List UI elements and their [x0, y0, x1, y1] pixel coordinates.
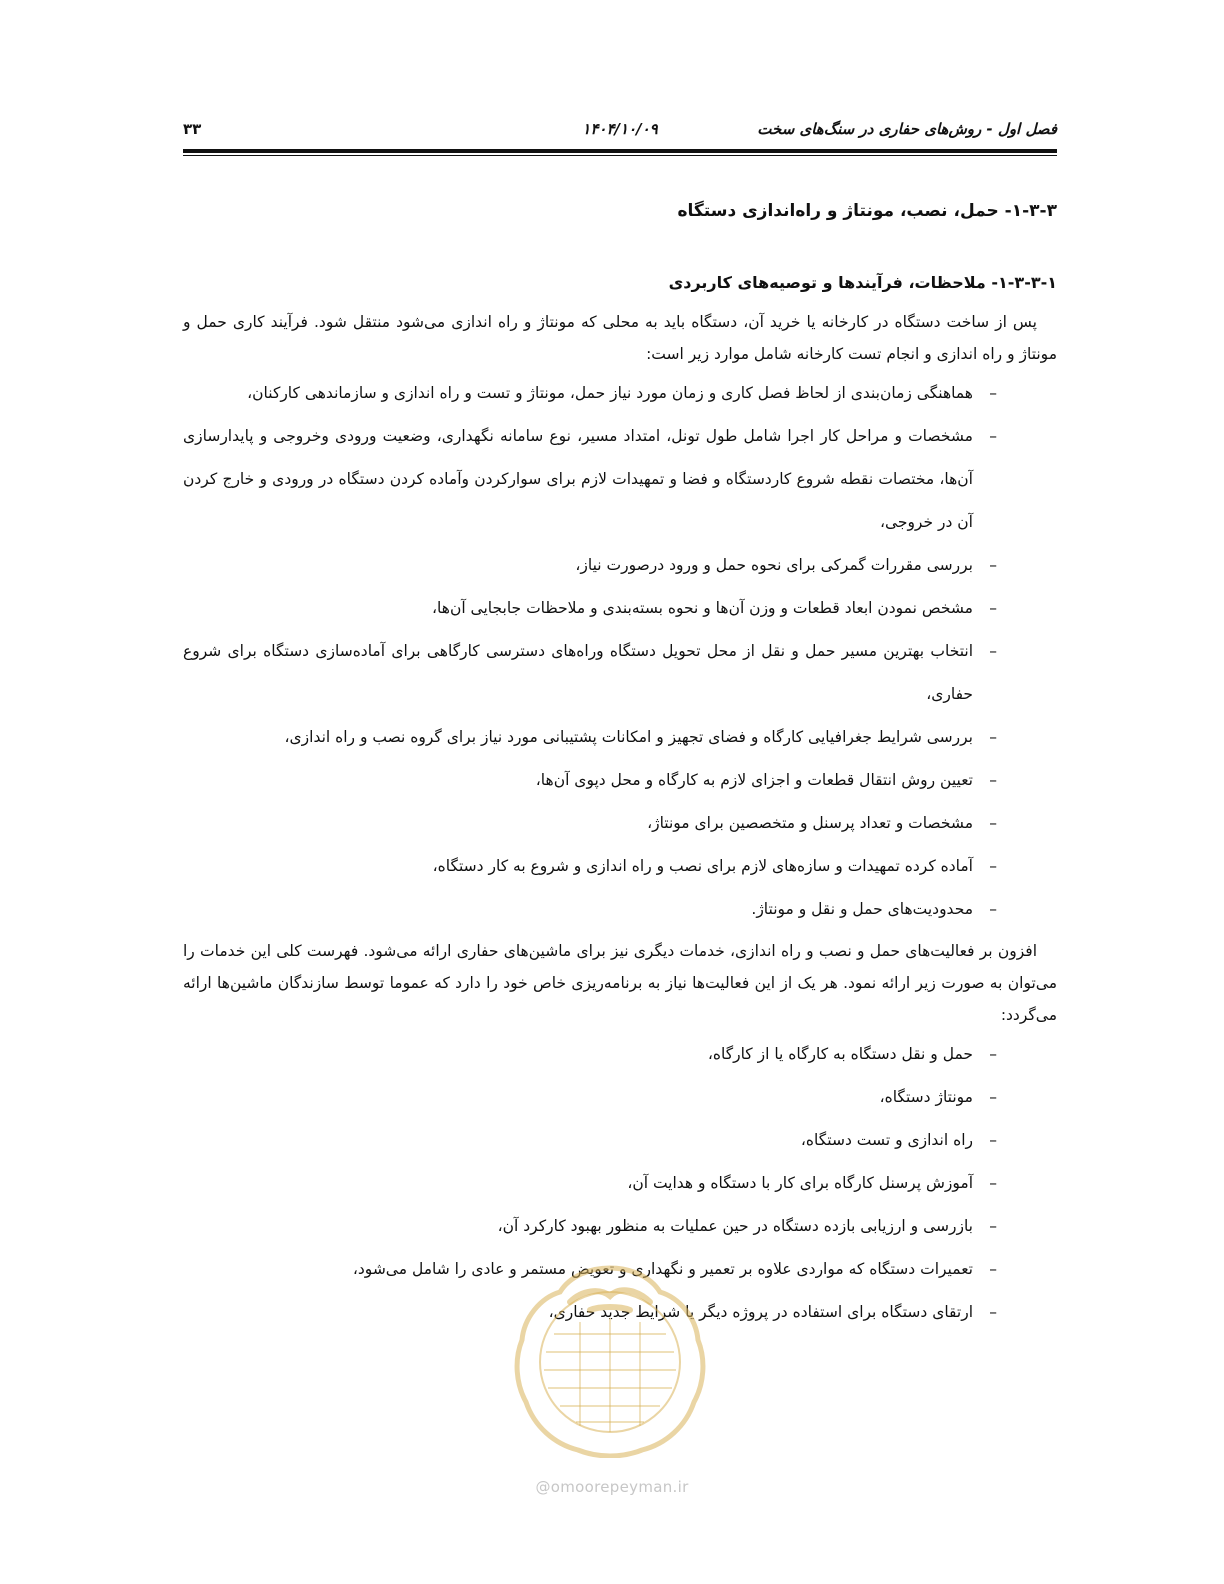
services-paragraph: افزون بر فعالیت‌های حمل و نصب و راه اندازی، خدمات دیگری نیز برای ماشین‌های حفاری ارائه می‌شود. فهرست کلی این خدمات را می‌توان به صورت زیر ارائه نمود. هر یک از این فعالیت‌ها نیاز به برنامه‌ریزی خاص خود را دارد که عموما توسط سازندگان ماشین‌ها ارائه می‌گردد:: [183, 942, 1057, 1024]
list-item: [183, 759, 1057, 802]
list-item-text: حمل و نقل دستگاه به کارگاه یا از کارگاه،: [707, 1045, 973, 1063]
list-item: [183, 888, 1057, 931]
list-item: [183, 630, 1057, 716]
watermark-url: [512, 1478, 712, 1496]
bullet-dash: –: [989, 599, 997, 617]
page-content: [183, 196, 1057, 1334]
list-item: [183, 1119, 1057, 1162]
section-heading: ۱-۳-۳- حمل، نصب، مونتاژ و راه‌اندازی دستگاه: [677, 201, 1057, 221]
list-item: [183, 1248, 1057, 1291]
bullet-dash: –: [989, 642, 997, 660]
bullet-dash: –: [989, 556, 997, 574]
list-item: [183, 716, 1057, 759]
list-item: [183, 372, 1057, 415]
list-item-text: مشخصات و مراحل کار اجرا شامل طول تونل، امتداد مسیر، نوع سامانه نگهداری، وضعیت ورودی وخروجی و پایدارسازی آن‌ها، مختصات نقطه شروع کاردستگاه و فضا و تمهیدات لازم برای سوارکردن وآماده کردن دستگاه در ورودی و خارج کردن آن در خروجی،: [183, 427, 973, 531]
subsection-heading: ۱-۳-۳-۱- ملاحظات، فرآیندها و توصیه‌های کاربردی: [668, 273, 1057, 292]
bullet-dash: –: [989, 1260, 997, 1278]
list-item-text: مشخص نمودن ابعاد قطعات و وزن آن‌ها و نحوه بسته‌بندی و ملاحظات جابجایی آن‌ها،: [432, 599, 973, 617]
bullet-dash: –: [989, 427, 997, 445]
list-item-text: محدودیت‌های حمل و نقل و مونتاژ.: [751, 900, 973, 918]
bullet-dash: –: [989, 1131, 997, 1149]
list-item-text: مونتاژ دستگاه،: [879, 1088, 973, 1106]
list-item-text: آموزش پرسنل کارگاه برای کار با دستگاه و هدایت آن،: [627, 1174, 973, 1192]
bullet-dash: –: [989, 1045, 997, 1063]
bullet-dash: –: [989, 728, 997, 746]
list-item: [183, 415, 1057, 544]
list-item: [183, 802, 1057, 845]
bullet-dash: –: [989, 900, 997, 918]
bullet-dash: –: [989, 1217, 997, 1235]
bullet-dash: –: [989, 1174, 997, 1192]
process-list: [183, 372, 1057, 931]
list-item: [183, 587, 1057, 630]
at-icon: @: [535, 1478, 551, 1496]
document-page: [183, 0, 1057, 1584]
header-rule-thin: [183, 155, 1057, 156]
list-item: [183, 1162, 1057, 1205]
list-item: [183, 544, 1057, 587]
bullet-dash: –: [989, 384, 997, 402]
list-item-text: مشخصات و تعداد پرسنل و متخصصین برای مونتاژ،: [647, 814, 973, 832]
list-item-text: راه اندازی و تست دستگاه،: [800, 1131, 973, 1149]
list-item: [183, 845, 1057, 888]
list-item-text: انتخاب بهترین مسیر حمل و نقل از محل تحویل دستگاه وراه‌های دسترسی کارگاهی برای آماده‌سازی دستگاه برای شروع حفاری،: [183, 642, 973, 703]
bullet-dash: –: [989, 771, 997, 789]
list-item: [183, 1205, 1057, 1248]
list-item-text: بررسی شرایط جغرافیایی کارگاه و فضای تجهیز و امکانات پشتیبانی مورد نیاز برای گروه نصب و راه اندازی،: [284, 728, 973, 746]
list-item-text: بازرسی و ارزیابی بازده دستگاه در حین عملیات به منظور بهبود کارکرد آن،: [497, 1217, 973, 1235]
list-item: [183, 1033, 1057, 1076]
list-item-text: هماهنگی زمان‌بندی از لحاظ فصل کاری و زمان مورد نیاز حمل، مونتاژ و تست و راه اندازی و سازماندهی کارکنان،: [247, 384, 973, 402]
services-list: [183, 1033, 1057, 1334]
bullet-dash: –: [989, 1088, 997, 1106]
page-number: ۳۳: [183, 120, 202, 138]
bullet-dash: –: [989, 1303, 997, 1321]
list-item-text: ارتقای دستگاه برای استفاده در پروژه دیگر یا شرایط جدید حفاری،: [548, 1303, 973, 1321]
header-date: ۱۴۰۴/۱۰/۰۹: [582, 120, 658, 138]
watermark-url-text: omoorepeyman.ir: [550, 1478, 689, 1496]
list-item-text: تعمیرات دستگاه که مواردی علاوه بر تعمیر و نگهداری و تعویض مستمر و عادی را شامل می‌شود،: [352, 1260, 973, 1278]
intro-paragraph: پس از ساخت دستگاه در کارخانه یا خرید آن، دستگاه باید به محلی که مونتاژ و راه اندازی می‌شود منتقل شود. فرآیند کاری حمل و مونتاژ و راه اندازی و انجام تست کارخانه شامل موارد زیر است:: [183, 313, 1057, 363]
list-item-text: آماده کرده تمهیدات و سازه‌های لازم برای نصب و راه اندازی و شروع به کار دستگاه،: [432, 857, 973, 875]
list-item: [183, 1291, 1057, 1334]
bullet-dash: –: [989, 857, 997, 875]
list-item-text: تعیین روش انتقال قطعات و اجزای لازم به کارگاه و محل دپوی آن‌ها،: [535, 771, 973, 789]
chapter-title: فصل اول - روش‌های حفاری در سنگ‌های سخت: [757, 120, 1057, 138]
list-item: [183, 1076, 1057, 1119]
bullet-dash: –: [989, 814, 997, 832]
running-header: [183, 120, 1057, 146]
list-item-text: بررسی مقررات گمرکی برای نحوه حمل و ورود درصورت نیاز،: [575, 556, 973, 574]
header-rule: [183, 149, 1057, 153]
